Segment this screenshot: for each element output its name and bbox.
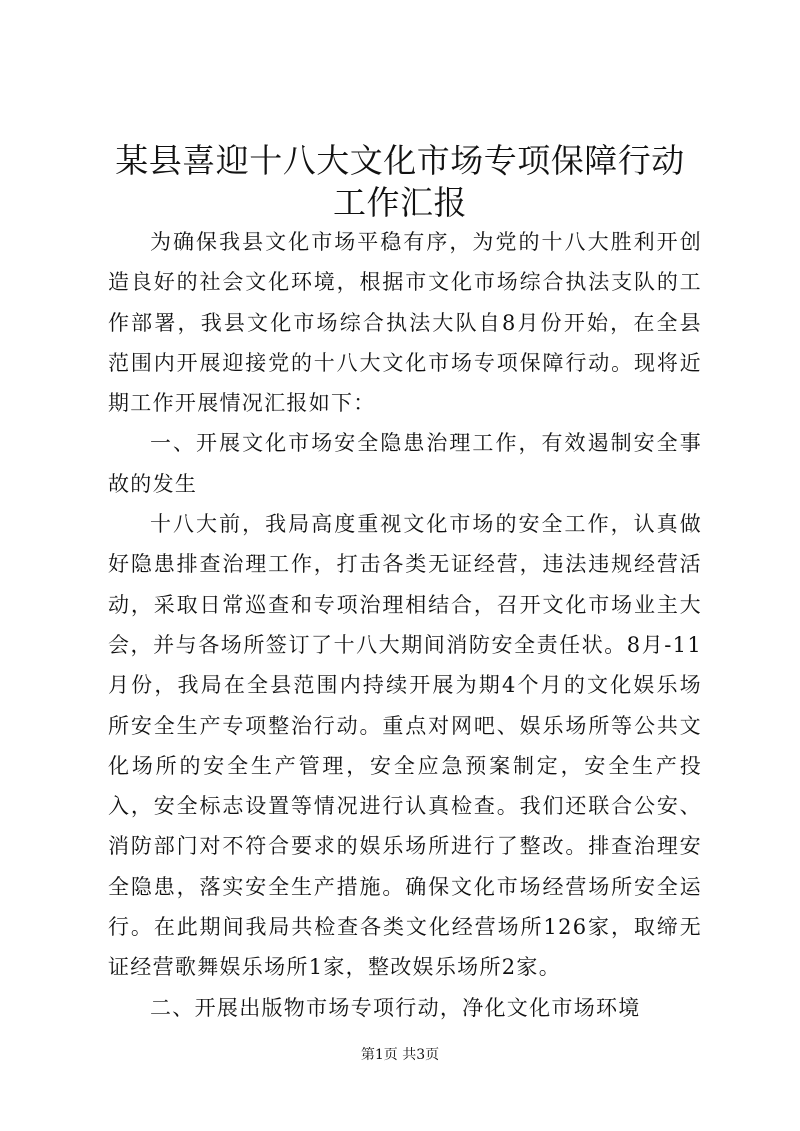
paragraph-section-1: 十八大前，我局高度重视文化市场的安全工作，认真做好隐患排查治理工作，打击各类无证经营，违法违规经营活动，采取日常巡查和专项治理相结合，召开文化市场业主大会，并与各场所签订了十八大期间消防安全责任状。8月-11月份，我局在全县范围内持续开展为期4个月的文化娱乐场所安全生产专项整治行动。重点对网吧、娱乐场所等公共文化场所的安全生产管理，安全应急预案制定，安全生产投入，安全标志设置等情况进行认真检查。我们还联合公安、消防部门对不符合要求的娱乐场所进行了整改。排查治理安全隐患，落实安全生产措施。确保文化市场经营场所安全运行。在此期间我局共检查各类文化经营场所126家，取缔无证经营歌舞娱乐场所1家，整改娱乐场所2家。 <box>108 512 702 980</box>
document-title: 某县喜迎十八大文化市场专项保障行动工作汇报 <box>115 141 685 222</box>
paragraph-intro: 为确保我县文化市场平稳有序，为党的十八大胜利开创造良好的社会文化环境，根据市文化市场综合执法支队的工作部署，我县文化市场综合执法大队自8月份开始，在全县范围内开展迎接党的十八大文化市场专项保障行动。现将近期工作开展情况汇报如下： <box>108 230 702 416</box>
page-footer: 第1页 共3页 <box>360 1047 440 1063</box>
section-heading-1: 一、开展文化市场安全隐患治理工作，有效遏制安全事故的发生 <box>108 431 702 496</box>
section-heading-2: 二、开展出版物市场专项行动，净化文化市场环境 <box>150 995 641 1020</box>
document-body <box>108 222 702 1028</box>
